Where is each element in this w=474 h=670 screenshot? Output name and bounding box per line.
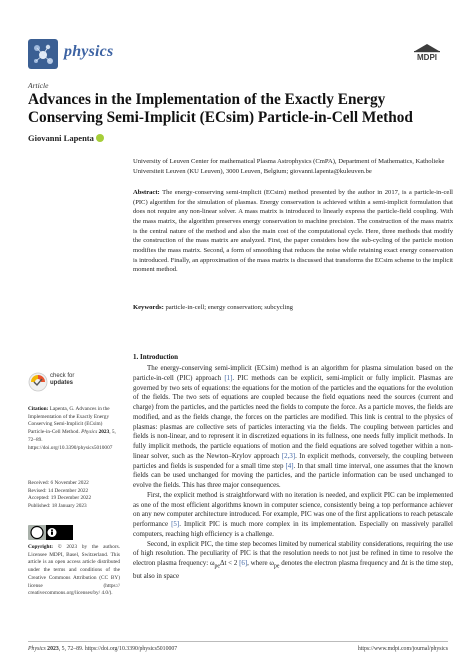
author-name[interactable]: Giovanni Lapenta (28, 133, 94, 143)
citation-year: 2023 (98, 429, 110, 436)
footer-url[interactable]: https://www.mdpi.com/journal/physics (357, 646, 448, 652)
journal-name: physics (64, 43, 114, 60)
accepted-date: Accepted: 19 December 2022 (28, 495, 92, 502)
text-run: . Implicit PIC is much more complex in its implementation. Especially on massively parallel computers, reaching high efficiency is a challenge. (133, 520, 453, 538)
affiliation: University of Leuven Center for mathematical Plasma Astrophysics (CmPA), Department of Mathematics, Katholieke Universiteit Leuven (KU Leuven), 3000 Leuven, Belgium; giovanni.lapenta@kuleuven.be (133, 158, 445, 175)
copyright-label: Copyright: (28, 544, 54, 550)
text-run: First, the explicit method is straightforward with no iteration is needed, and explicit PIC can be implemented as one of the most efficient algorithms known in computer science, consistently being a top performance achiever on any new computer architecture introduced. For example, PIC was one of the first applications to reach petascale performance (133, 490, 453, 528)
orcid-icon[interactable] (96, 134, 104, 142)
footer-journal: Physics (28, 646, 46, 652)
footer-doi[interactable]: , 5, 72–89. https://doi.org/10.3390/physics5010007 (58, 646, 178, 652)
subscript: pe (214, 563, 220, 570)
copyright-block (28, 544, 120, 598)
check-for-updates-label[interactable] (50, 373, 74, 387)
citation-label: Citation: (28, 406, 49, 412)
published-date: Published: 18 January 2023 (28, 503, 87, 510)
citation-link[interactable]: [5] (171, 520, 180, 528)
body-text (133, 364, 453, 582)
check-for-updates-icon[interactable] (28, 372, 48, 392)
citation-text: Lapenta, G. Advances in the Implementation of the Exactly Energy Conserving Semi-Implicit (ECsim) Particle-in-Cell Method. (28, 406, 110, 436)
paragraph (133, 540, 453, 582)
citation-block (28, 406, 120, 452)
footer-citation (28, 646, 177, 652)
text-run: . In that small time interval, one assumes that the known fields can be used unchanged for moving the particles, and the particle information can be used unchanged to evolve the fields. This has three major consequences. (133, 461, 453, 489)
copyright-text: © 2023 by the authors. Licensee MDPI, Basel, Switzerland. This article is an open access article distributed under the terms and conditions of the Creative Commons Attribution (CC BY) license (https:// creativecommons.org/licenses/by/ 4.0/). (28, 544, 120, 597)
citation-link[interactable]: [4] (285, 461, 294, 470)
citation-journal: Physics (81, 429, 98, 436)
abstract (133, 188, 453, 275)
citation-link[interactable]: [6] (239, 559, 248, 567)
received-date: Received: 6 November 2022 (28, 480, 89, 486)
citation-link[interactable]: [2,3] (281, 451, 296, 460)
keywords (133, 303, 453, 313)
text-run: The energy-conserving semi-implicit (ECsim) method is an algorithm for plasma simulation based on the particle-in-cell (PIC) approach (133, 364, 453, 382)
section-heading: 1. Introduction (133, 353, 178, 361)
page-title: Advances in the Implementation of the Exactly Energy Conserving Semi-Implicit (ECsim) Particle-in-Cell Method (28, 91, 413, 126)
publisher-name: MDPI (417, 53, 437, 62)
text-run: . PIC methods can be explicit, semi-implicit or fully implicit. Plasmas are governed by two sets of equations: the equations for the motion of the particles and the equations for the evolution of the fields. The two sets of equations are coupled because the field equations need the sources (current and charge) from the particles, and the particles need the fields to compute the force. As a particle moves, the fields are modified, and as the fields change, the forces on the particles are modified. This link is central to the physics of plasmas: plasmas are collective sets of particles interacting via the fields. The coupling between particles and fields is non-linear, and to represent it in discretized equations in its fullness, one needs fully implicit methods. In fully implicit methods, the particle equations of motion and the field equations are solved together within a non-linear solver, such as the Newton–Krylov approach (133, 373, 453, 460)
check-line: updates (50, 379, 74, 386)
text-run: Δt < 2 (220, 559, 240, 567)
journal-logo-icon (28, 39, 58, 69)
citation-doi[interactable]: , 5, 72–89. https://doi.org/10.3390/physics5010007 (28, 429, 116, 451)
subscript: pe (273, 563, 280, 570)
footer-divider (28, 641, 448, 642)
footer-year: 2023 (47, 646, 59, 652)
paragraph (133, 491, 453, 540)
text-run: . In explicit methods, conversely, the coupling between particles and fields is suspended for a small time step (133, 451, 453, 470)
paragraph (133, 364, 453, 491)
abstract-text: The energy-conserving semi-implicit (ECsim) method presented by the author in 2017, is a particle-in-cell (PIC) algorithm for the simulation of plasmas. Energy conservation is achieved within a semi-implicit formulation that does not require any non-linear solver. A mass matrix is introduced to linearly express the particle-field coupling. With the mass matrix, the algorithm preserves energy conservation to machine precision. The construction of the mass matrix is the central nature of the method and also the main cost of the computational cycle. Here, three methods that modify the construction of the mass matrix are analyzed. First, the paper considers how the sub-cycling of the particle motion modifies the mass matrix. Second, a form of smoothing that reduces the noise while retaining exact energy conservation is introduced. Finally, an approximation of the mass matrix is discussed that transforms the ECsim scheme to the implicit moment method. (133, 189, 454, 274)
text-run: Second, in explicit PIC, the time step becomes limited by numerical stability considerations, requiring the use of high resolution. The peculiarity of PIC is that the resolution needs to not just be refined in time to resolve the electron plasma frequency: ω (133, 539, 453, 567)
cc-by-license-icon[interactable] (28, 525, 73, 540)
citation-link[interactable]: [1] (224, 373, 233, 382)
abstract-label: Abstract: (133, 189, 160, 196)
keywords-label: Keywords: (133, 304, 164, 311)
text-run: denotes the electron plasma frequency and Δt is the time step, but also in space (133, 559, 454, 581)
article-type: Article (28, 81, 49, 90)
keywords-text: particle-in-cell; energy conservation; subcycling (165, 304, 293, 311)
text-run: , where ω (247, 559, 274, 567)
check-line: check for (50, 373, 75, 379)
dates-block (28, 480, 120, 511)
revised-date: Revised: 14 December 2022 (28, 487, 89, 494)
